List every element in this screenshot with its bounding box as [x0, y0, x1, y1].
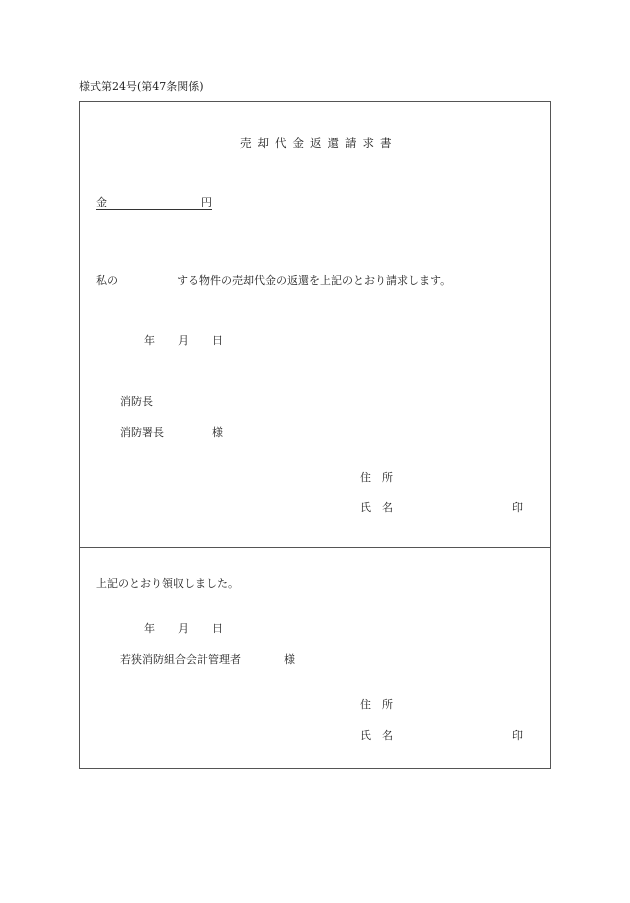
request-date-year: 年 — [144, 334, 155, 347]
section-divider — [79, 547, 551, 548]
receipt-honorific: 様 — [284, 653, 295, 666]
request-sentence: する物件の売却代金の返還を上記のとおり請求します。 — [177, 274, 452, 287]
applicant-seal-mark: 印 — [512, 501, 523, 514]
applicant-address-label: 住 所 — [360, 471, 393, 484]
form-number: 様式第24号(第47条関係) — [79, 80, 204, 93]
amount-underline — [96, 209, 212, 210]
receipt-addressee: 若狭消防組合会計管理者 — [120, 653, 241, 666]
addressee-station-chief: 消防署長 — [120, 426, 164, 439]
receipt-date-year: 年 — [144, 622, 155, 635]
request-date-day: 日 — [212, 334, 223, 347]
receipt-address-label: 住 所 — [360, 698, 393, 711]
applicant-name-label: 氏 名 — [360, 501, 393, 514]
addressee-honorific: 様 — [212, 426, 223, 439]
receipt-date-month: 月 — [178, 622, 189, 635]
receipt-date-day: 日 — [212, 622, 223, 635]
request-prefix: 私の — [96, 274, 118, 287]
request-date-month: 月 — [178, 334, 189, 347]
amount-suffix: 円 — [201, 196, 212, 209]
receipt-name-label: 氏 名 — [360, 729, 393, 742]
addressee-fire-chief: 消防長 — [120, 395, 153, 408]
form-title: 売却代金返還請求書 — [240, 136, 398, 150]
receipt-seal-mark: 印 — [512, 729, 523, 742]
amount-prefix: 金 — [96, 196, 107, 209]
receipt-statement: 上記のとおり領収しました。 — [96, 577, 239, 590]
